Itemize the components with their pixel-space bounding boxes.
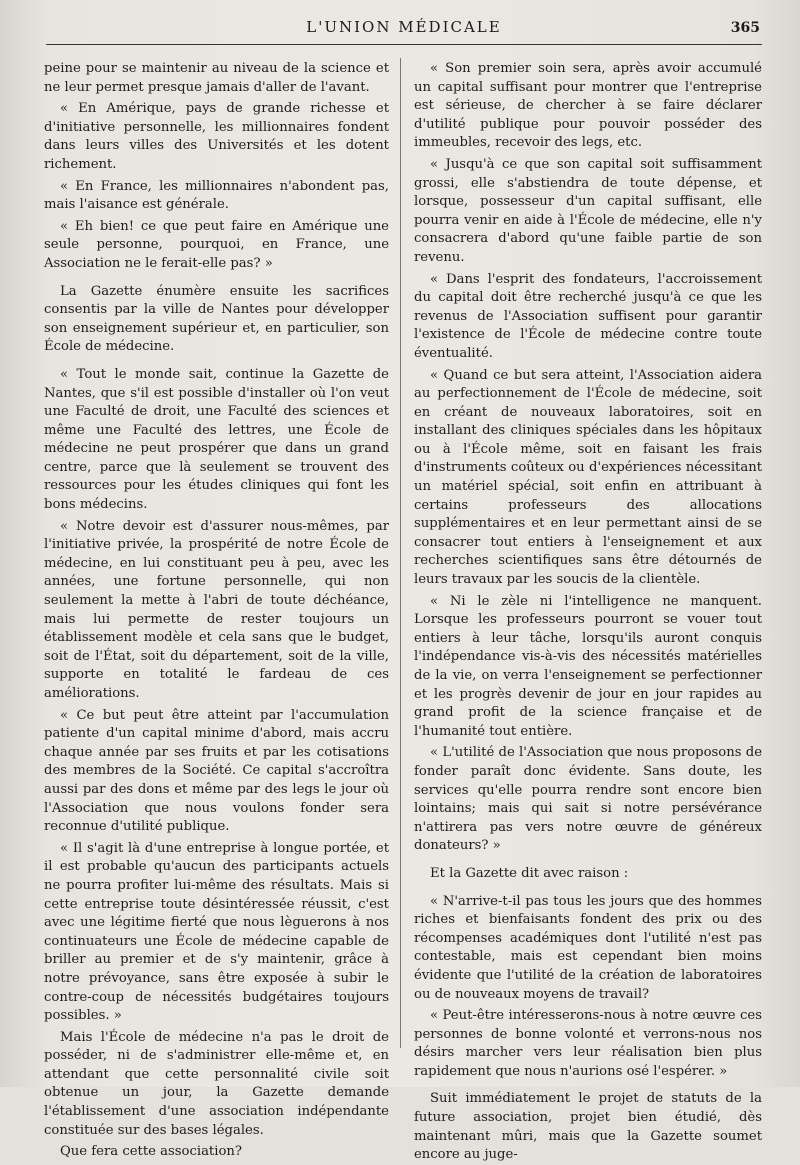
paragraph: « Dans l'esprit des fondateurs, l'accroissement du capital doit être recherché jusqu'à ce que les revenus de l'Association suffisent pour garantir l'existence de l'École de médecine contre toute éventualité. (414, 271, 762, 361)
paragraph: « Notre devoir est d'assurer nous-mêmes, par l'initiative privée, la prospérité de notre École de médecine, en lui constituant peu à peu, avec les années, une fortune personnelle, qui non seulement la mette à l'abri de toute déchéance, mais lui permette de rester toujours un établissement modèle et cela sans que le budget, soit de l'État, soit du département, soit de la ville, supporte en totalité le fardeau de ces améliorations. (44, 518, 389, 701)
paragraph: Suit immédiatement le projet de statuts de la future association, projet bien étudié, dès maintenant mûri, mais que la Gazette soumet encore au juge- (414, 1091, 762, 1163)
paragraph: « Jusqu'à ce que son capital soit suffisamment grossi, elle s'abstiendra de toute dépense, et lorsque, possesseur d'un capital suffisant, elle pourra venir en aide à l'École de médecine, elle n'y consacrera d'abord qu'une faible partie de son revenu. (414, 156, 762, 265)
paragraph: « Tout le monde sait, continue la Gazette de Nantes, que s'il est possible d'installer où l'on veut une Faculté de droit, une Faculté des sciences et même une Faculté des lettres, une École de médecine ne peut prospérer que dans un grand centre, parce que là seulement se trouvent des ressources pour les études cliniques qui font les bons médecins. (44, 366, 389, 513)
paragraph: Mais l'École de médecine n'a pas le droit de posséder, ni de s'administrer elle-même et, en attendant que cette personnalité civile soit obtenue un jour, la Gazette demande l'établissement d'une association indépendante constituée sur des bases légales. (44, 1029, 389, 1138)
column-divider (400, 58, 401, 1048)
page-number: 365 (730, 20, 760, 36)
paragraph: « Il s'agit là d'une entreprise à longue portée, et il est probable qu'aucun des participants actuels ne pourra profiter lui-même des résultats. Mais si cette entreprise toute désintéressée réussit, c'est avec une légitime fierté que nous lèguerons à nos continuateurs une École de médecine capable de briller au premier et de s'y maintenir, grâce à notre prévoyance, sans être exposée à subir le contre-coup de nécessités budgétaires toujours possibles. » (44, 840, 389, 1024)
paragraph: « En Amérique, pays de grande richesse et d'initiative personnelle, les millionnaires fondent dans leurs villes des Universités et les dotent richement. (44, 101, 389, 172)
paragraph: « Ce but peut être atteint par l'accumulation patiente d'un capital minime d'abord, mais accru chaque année par ses fruits et par les cotisations des membres de la Société. Ce capital s'accroîtra aussi par des dons et même par des legs le jour où l'Association que nous voulons fonder sera reconnue d'utilité publique. (44, 707, 389, 835)
left-column (44, 60, 389, 1162)
paragraph: « N'arrive-t-il pas tous les jours que des hommes riches et bienfaisants fondent des prix ou des récompenses académiques dont l'utilité n'est pas contestable, mais est cependant bien moins évidente que l'utilité de la création de laboratoires ou de nouveaux moyens de travail? (414, 893, 762, 1002)
paragraph: « En France, les millionnaires n'abondent pas, mais l'aisance est générale. (44, 178, 389, 213)
paragraph: « Quand ce but sera atteint, l'Association aidera au perfectionnement de l'École de médecine, soit en créant de nouveaux laboratoires, soit en installant des cliniques spéciales dans les hôpitaux ou à l'École même, soit en faisant les frais d'instruments coûteux ou d'expériences nécessitant un matériel spécial, soit enfin en attribuant à certains professeurs des allocations supplémentaires et en leur permettant ainsi de se consacrer tout entiers à l'enseignement et aux recherches scientifiques sans être détournés de leurs travaux par les soucis de la clientèle. (414, 367, 762, 588)
running-head (46, 14, 762, 44)
right-column (414, 60, 762, 1165)
paragraph: Et la Gazette dit avec raison : (430, 865, 629, 881)
paragraph: « Peut-être intéresserons-nous à notre œuvre ces personnes de bonne volonté et verrons-nous nos désirs marcher vers leur réalisation bien plus rapidement que nous n'aurions osé l'espérer. » (414, 1008, 762, 1079)
paragraph: Que fera cette association? (60, 1144, 242, 1160)
paragraph: peine pour se maintenir au niveau de la science et ne leur permet presque jamais d'aller de l'avant. (44, 61, 389, 95)
paragraph: « Ni le zèle ni l'intelligence ne manquent. Lorsque les professeurs pourront se vouer tout entiers à leur tâche, lorsqu'ils auront conquis l'indépendance vis-à-vis des nécessités matérielles de la vie, on verra l'enseignement se perfectionner et les progrès devenir de jour en jour rapides au grand profit de la science française et de l'humanité tout entière. (414, 593, 762, 739)
header-rule (46, 44, 762, 45)
paragraph: « Son premier soin sera, après avoir accumulé un capital suffisant pour montrer que l'entreprise est sérieuse, de chercher à se faire déclarer d'utilité publique pour pouvoir posséder des immeubles, recevoir des legs, etc. (414, 61, 762, 151)
paragraph: La Gazette énumère ensuite les sacrifices consentis par la ville de Nantes pour développer son enseignement supérieur et, en particulier, son École de médecine. (44, 283, 389, 355)
paragraph: « L'utilité de l'Association que nous proposons de fonder paraît donc évidente. Sans doute, les services qu'elle pourra rendre sont encore bien lointains; mais qui sait si notre persévérance n'attirera pas vers notre œuvre de généreux donateurs? » (414, 745, 762, 854)
journal-title: L'UNION MÉDICALE (306, 18, 502, 36)
paragraph: « Eh bien! ce que peut faire en Amérique une seule personne, pourquoi, en France, une Association ne le ferait-elle pas? » (44, 218, 389, 271)
